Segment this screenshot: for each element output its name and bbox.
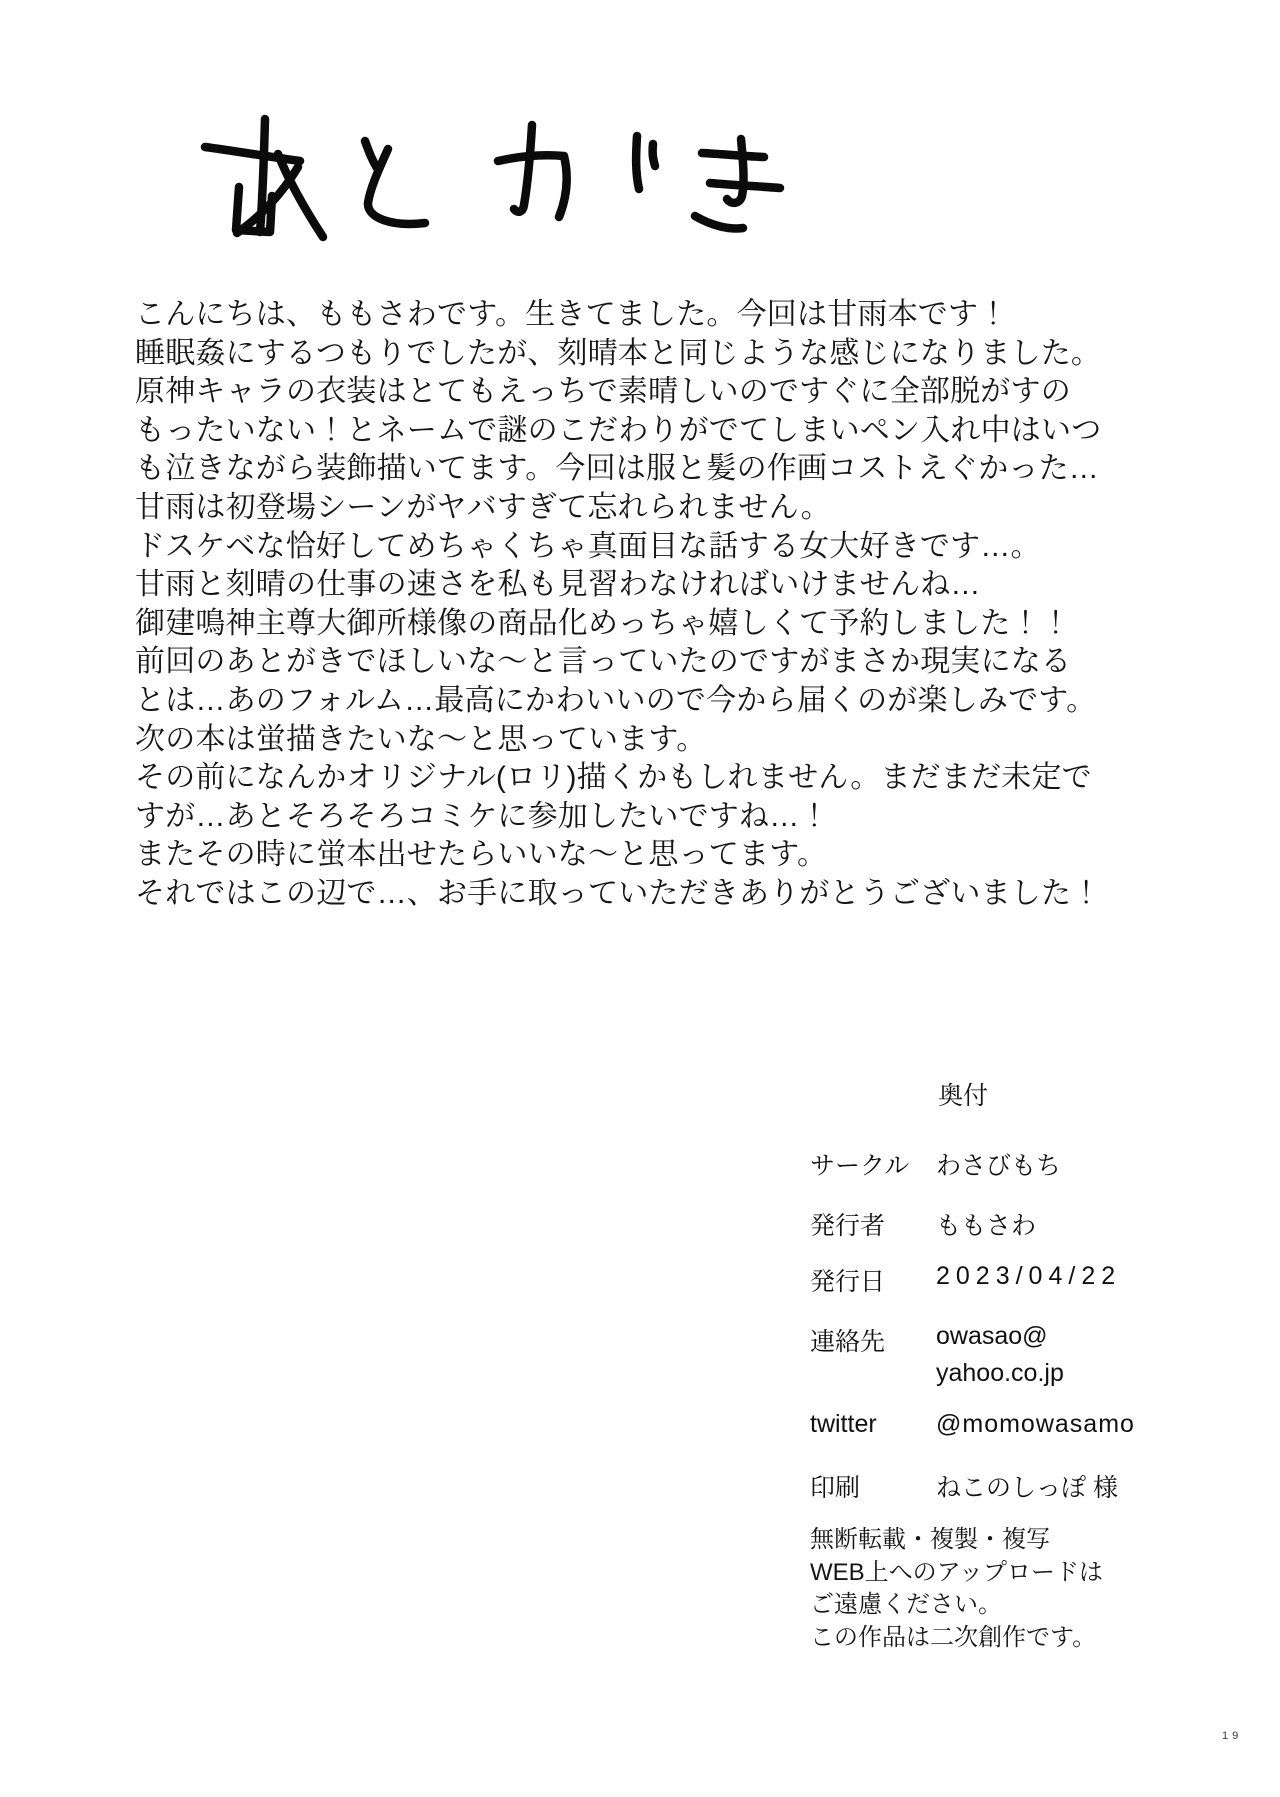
copyright-notice-line: この作品は二次創作です。 [810,1623,1097,1651]
afterword-line: こんにちは、ももさわです。生きてました。今回は甘雨本です！ [135,298,1009,331]
afterword-line: それではこの辺で…、お手に取っていただきありがとうございました！ [135,876,1102,910]
colophon-value-email-user: owasao@ [936,1322,1048,1350]
colophon-row-publisher [810,1206,1036,1242]
afterword-line: その前になんかオリジナル(ロリ)描くかもしれません。まだまだ未定で [135,761,1092,795]
colophon-label: サークル [810,1152,910,1180]
afterword-line: 次の本は蛍描きたいな〜と思っています。 [135,722,707,756]
colophon-label: 連絡先 [810,1328,886,1356]
page-number: 19 [1222,1730,1243,1742]
copyright-notice-line: ご遠慮ください。 [810,1591,1002,1618]
colophon-row-date [810,1262,1121,1298]
afterword-line: も泣きながら装飾描いてます。今回は服と髪の作画コストえぐかった… [135,452,1099,486]
colophon-value-twitter-handle: @momowasamo [936,1410,1135,1438]
afterword-line: すが…あとそろそろコミケに参加したいですね…！ [135,799,830,833]
afterword-line: 御建鳴神主尊大御所様像の商品化めっちゃ嬉しくて予約しました！！ [135,606,1071,640]
afterword-line: とは…あのフォルム…最高にかわいいので今から届くのが楽しみです。 [135,683,1097,717]
colophon-label: 印刷 [810,1474,861,1502]
copyright-notice-line: WEB上へのアップロードは [810,1558,1103,1586]
colophon-row-contact [810,1322,1064,1388]
afterword-line: もったいない！とネームで謎のこだわりがでてしまいペン入れ中はいつ [135,413,1102,447]
colophon-value-email-domain: yahoo.co.jp [936,1359,1064,1387]
handwritten-title [180,98,800,250]
colophon-row-circle [810,1146,1061,1182]
afterword-line: 原神キャラの衣装はとてもえっちで素晴しいのですぐに全部脱がすの [135,375,1071,409]
afterword-body [135,296,1165,914]
afterword-line: 甘雨と刻晴の仕事の速さを私も見習わなければいけませんね… [135,568,981,602]
afterword-line: 前回のあとがきでほしいな〜と言っていたのですがまさか現実になる [135,645,1072,679]
colophon-value: わさびもち [936,1152,1062,1180]
copyright-notice [810,1524,1103,1654]
colophon-label: twitter [810,1410,877,1438]
afterword-line: またその時に蛍本出せたらいいな〜と思ってます。 [135,838,828,872]
afterword-line: 甘雨は初登場シーンがヤバすぎて忘れられません。 [135,490,831,524]
colophon-label: 発行日 [810,1268,886,1296]
colophon-row-print [810,1468,1118,1504]
colophon-value: ねこのしっぽ 様 [936,1474,1118,1502]
colophon-label: 発行者 [810,1212,886,1240]
handwritten-title-svg [180,98,800,250]
afterword-line: ドスケベな恰好してめちゃくちゃ真面目な話する女大好きです…。 [135,529,1041,563]
colophon-row-twitter [810,1410,1135,1439]
afterword-line: 睡眠姦にするつもりでしたが、刻晴本と同じような感じになりました。 [135,336,1102,370]
copyright-notice-line: 無断転載・複製・複写 [810,1526,1050,1553]
colophon-heading: 奥付 [938,1082,989,1110]
colophon-value: 2023/04/22 [936,1262,1122,1290]
colophon-value: ももさわ [936,1212,1037,1240]
